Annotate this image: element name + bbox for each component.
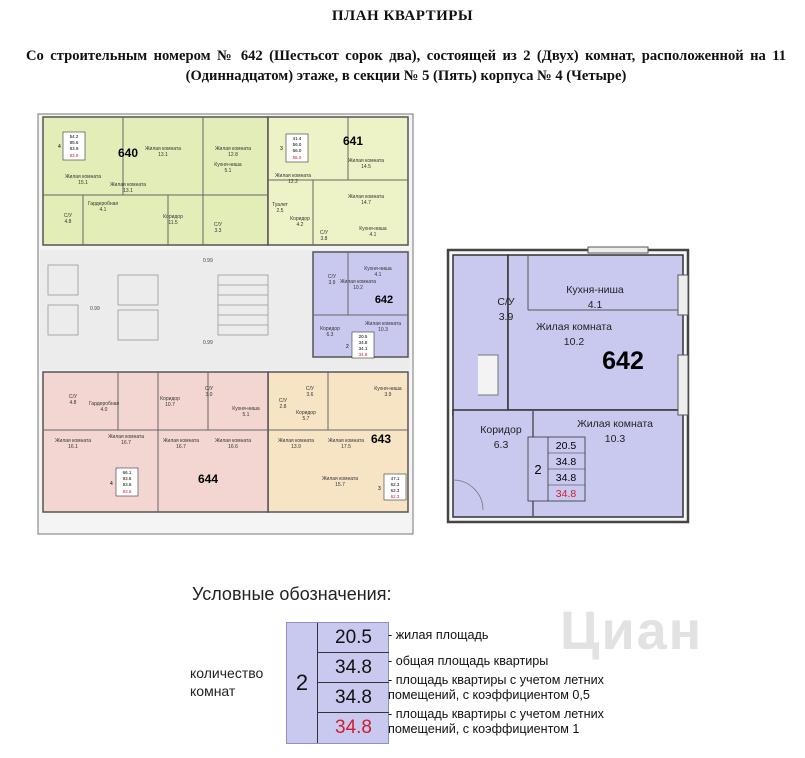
svg-text:Жилая комната: Жилая комната: [347, 194, 385, 200]
legend-rooms-label: количество комнат: [190, 665, 264, 699]
svg-text:Туалет: Туалет: [272, 202, 288, 208]
svg-text:Коридор: Коридор: [296, 410, 316, 416]
svg-text:5.1: 5.1: [224, 168, 232, 174]
svg-text:93.6: 93.6: [122, 489, 132, 494]
apartment-643-number: 643: [370, 432, 392, 446]
svg-text:20.5: 20.5: [555, 440, 577, 452]
svg-text:12.2: 12.2: [288, 179, 298, 185]
floor-plan: [28, 100, 778, 540]
svg-text:34.8: 34.8: [555, 456, 577, 468]
svg-text:10.3: 10.3: [604, 433, 626, 445]
svg-text:10.7: 10.7: [165, 402, 175, 408]
svg-text:16.7: 16.7: [121, 440, 131, 446]
svg-text:17.5: 17.5: [341, 444, 351, 450]
svg-text:Жилая комната: Жилая комната: [109, 182, 147, 188]
svg-text:Жилая комната: Жилая комната: [54, 438, 92, 444]
svg-text:34.8: 34.8: [555, 488, 577, 500]
svg-text:С/У: С/У: [204, 386, 214, 392]
svg-text:34.8: 34.8: [358, 340, 368, 345]
svg-text:83.9: 83.9: [69, 146, 79, 151]
svg-text:14.5: 14.5: [361, 164, 371, 170]
svg-text:Жилая комната: Жилая комната: [274, 173, 312, 179]
svg-text:Коридор: Коридор: [320, 326, 340, 332]
svg-text:2.5: 2.5: [276, 208, 284, 214]
svg-text:Кухня-ниша: Кухня-ниша: [232, 406, 260, 412]
svg-text:10.3: 10.3: [378, 327, 388, 333]
svg-text:Жилая комната: Жилая комната: [321, 476, 359, 482]
svg-text:13.9: 13.9: [291, 444, 301, 450]
svg-text:2: 2: [534, 462, 542, 477]
door-label: 0.99: [90, 306, 100, 312]
svg-text:4: 4: [58, 144, 61, 150]
svg-text:41.4: 41.4: [292, 136, 302, 141]
legend-rooms-value: 2: [295, 670, 309, 695]
svg-text:4.0: 4.0: [100, 407, 108, 413]
svg-text:6.3: 6.3: [493, 439, 509, 451]
svg-text:Кухня-ниша: Кухня-ниша: [566, 284, 624, 296]
apartment-640-number: 640: [117, 146, 139, 160]
svg-text:Кухня-ниша: Кухня-ниша: [214, 162, 242, 168]
svg-text:3.9: 3.9: [384, 392, 392, 398]
svg-text:Жилая комната: Жилая комната: [327, 438, 365, 444]
legend-area-coef-05: 34.8: [318, 683, 389, 713]
svg-text:С/У: С/У: [497, 296, 515, 308]
svg-text:3: 3: [280, 146, 283, 152]
svg-text:3.8: 3.8: [320, 236, 328, 242]
svg-text:83.9: 83.9: [69, 153, 79, 158]
svg-text:Жилая комната: Жилая комната: [339, 279, 377, 285]
svg-text:13.1: 13.1: [158, 152, 168, 158]
svg-text:4.1: 4.1: [374, 272, 382, 278]
svg-text:6.3: 6.3: [326, 332, 334, 338]
legend-desc-coef1: - площадь квартиры с учетом летних помещений, с коэффициентом 1: [388, 707, 604, 736]
svg-text:10.2: 10.2: [563, 336, 585, 348]
svg-text:2.8: 2.8: [279, 404, 287, 410]
svg-text:62.3: 62.3: [390, 482, 400, 487]
svg-text:3.9: 3.9: [498, 311, 514, 323]
svg-text:Кухня-ниша: Кухня-ниша: [374, 386, 402, 392]
svg-text:47.1: 47.1: [390, 476, 400, 481]
svg-text:Жилая комната: Жилая комната: [64, 174, 102, 180]
svg-text:3.6: 3.6: [306, 392, 314, 398]
svg-text:12.8: 12.8: [228, 152, 238, 158]
svg-text:С/У: С/У: [319, 230, 329, 236]
svg-text:Коридор: Коридор: [160, 396, 180, 402]
svg-text:16.6: 16.6: [228, 444, 238, 450]
svg-text:34.1: 34.1: [358, 346, 368, 351]
svg-text:С/У: С/У: [68, 394, 78, 400]
svg-text:85.6: 85.6: [69, 140, 79, 145]
legend-desc-coef05: - площадь квартиры с учетом летних помещений, с коэффициентом 0,5: [388, 673, 604, 702]
svg-text:93.6: 93.6: [122, 482, 132, 487]
svg-text:Гардеробная: Гардеробная: [87, 201, 119, 207]
svg-text:Жилая комната: Жилая комната: [214, 146, 252, 152]
svg-text:10.2: 10.2: [353, 285, 363, 291]
svg-text:20.5: 20.5: [358, 334, 368, 339]
apartment-description: Со строительным номером № 642 (Шестьсот сорок два), состоящей из 2 (Двух) комнат, расположенной на 11 (Одиннадцатом) этаже, в секции № 5 (Пять) корпуса № 4 (Четыре): [26, 48, 786, 84]
svg-text:Коридор: Коридор: [163, 214, 183, 220]
legend-desc-total: - общая площадь квартиры: [388, 654, 549, 668]
svg-text:Гардеробная: Гардеробная: [88, 401, 120, 407]
apartment-644-number: 644: [197, 472, 219, 486]
svg-text:Жилая комната: Жилая комната: [347, 158, 385, 164]
legend-title: Условные обозначения:: [192, 584, 392, 604]
svg-text:3.9: 3.9: [328, 280, 336, 286]
svg-text:3: 3: [378, 486, 381, 492]
svg-text:34.8: 34.8: [555, 472, 577, 484]
svg-text:13.1: 13.1: [123, 188, 133, 194]
svg-text:Жилая комната: Жилая комната: [144, 146, 182, 152]
detail-plan-number: 642: [602, 347, 644, 375]
svg-text:4.8: 4.8: [64, 219, 72, 225]
svg-text:66.1: 66.1: [122, 470, 132, 475]
svg-text:Коридор: Коридор: [290, 216, 310, 222]
svg-text:Коридор: Коридор: [480, 424, 522, 436]
svg-text:Жилая комната: Жилая комната: [162, 438, 200, 444]
svg-text:3.3: 3.3: [214, 228, 222, 234]
svg-text:2: 2: [346, 344, 349, 350]
svg-text:Кухня-ниша: Кухня-ниша: [364, 266, 392, 272]
svg-text:11.5: 11.5: [168, 220, 178, 226]
svg-text:16.1: 16.1: [68, 444, 78, 450]
svg-text:Жилая комната: Жилая комната: [277, 438, 315, 444]
svg-text:14.7: 14.7: [361, 200, 371, 206]
svg-text:54.2: 54.2: [69, 134, 79, 139]
svg-text:15.7: 15.7: [335, 482, 345, 488]
svg-text:4.1: 4.1: [587, 299, 603, 311]
svg-text:56.0: 56.0: [292, 155, 302, 160]
svg-text:62.3: 62.3: [390, 494, 400, 499]
svg-text:4: 4: [110, 481, 113, 487]
svg-text:3.0: 3.0: [205, 392, 213, 398]
legend-desc-living: - жилая площадь: [388, 628, 489, 642]
svg-text:Жилая комната: Жилая комната: [577, 418, 653, 430]
svg-text:16.7: 16.7: [176, 444, 186, 450]
svg-text:93.6: 93.6: [122, 476, 132, 481]
legend-living-area: 20.5: [318, 623, 389, 653]
svg-text:62.3: 62.3: [390, 488, 400, 493]
svg-text:С/У: С/У: [327, 274, 337, 280]
svg-text:5.7: 5.7: [302, 416, 310, 422]
svg-text:34.8: 34.8: [358, 352, 368, 357]
apartment-641-number: 641: [342, 134, 364, 148]
svg-text:4.2: 4.2: [296, 222, 304, 228]
svg-text:Жилая комната: Жилая комната: [536, 321, 612, 333]
svg-text:5.1: 5.1: [242, 412, 250, 418]
svg-text:4.8: 4.8: [69, 400, 77, 406]
door-label: 0.99: [203, 340, 213, 346]
legend-area-coef-1: 34.8: [335, 717, 372, 738]
svg-text:Кухня-ниша: Кухня-ниша: [359, 226, 387, 232]
page-title: ПЛАН КВАРТИРЫ: [331, 8, 474, 24]
svg-text:15.1: 15.1: [78, 180, 88, 186]
svg-text:С/У: С/У: [305, 386, 315, 392]
apartment-642-small-number: 642: [374, 294, 394, 306]
legend-total-area: 34.8: [318, 653, 389, 683]
svg-text:Жилая комната: Жилая комната: [364, 321, 402, 327]
svg-text:С/У: С/У: [278, 398, 288, 404]
legend-box: [286, 622, 389, 744]
svg-text:56.0: 56.0: [292, 148, 302, 153]
svg-text:Жилая комната: Жилая комната: [214, 438, 252, 444]
svg-text:4.1: 4.1: [369, 232, 377, 238]
door-label: 0.99: [203, 258, 213, 264]
svg-text:4.1: 4.1: [99, 207, 107, 213]
svg-text:56.0: 56.0: [292, 142, 302, 147]
svg-text:С/У: С/У: [213, 222, 223, 228]
svg-text:С/У: С/У: [63, 213, 73, 219]
svg-text:Жилая комната: Жилая комната: [107, 434, 145, 440]
watermark: Циан: [560, 601, 704, 661]
